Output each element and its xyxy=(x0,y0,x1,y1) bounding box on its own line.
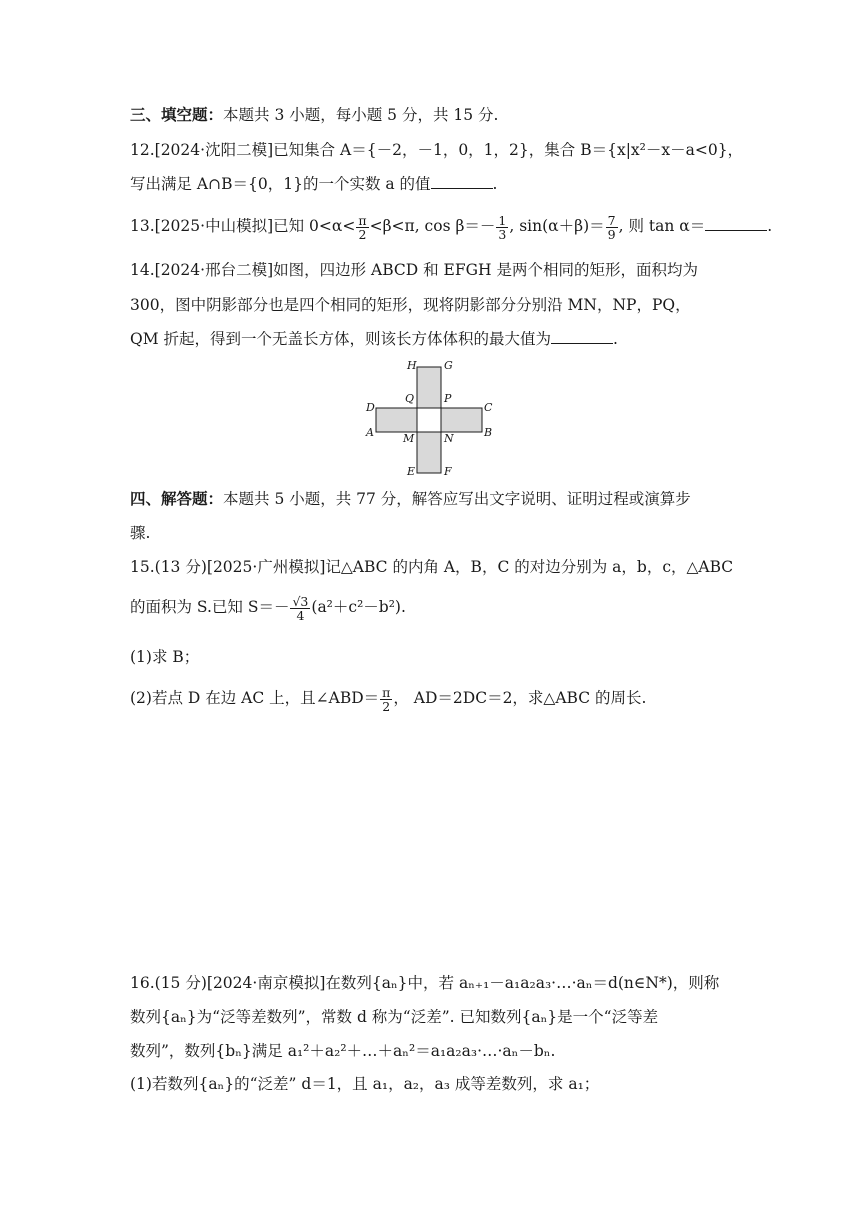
q12-answer-blank xyxy=(431,174,493,189)
section4-title: 四、解答题： xyxy=(130,489,224,508)
q15-frac-num: √3 xyxy=(292,593,309,609)
label-p: P xyxy=(444,392,452,405)
label-d: D xyxy=(366,401,375,414)
label-q: Q xyxy=(405,392,415,405)
q15-frac-sqrt3-4 xyxy=(290,595,310,622)
q15-line2 xyxy=(130,592,406,622)
label-g: G xyxy=(444,359,453,372)
label-f: F xyxy=(444,465,452,478)
q13-frac-num: 1 xyxy=(498,212,507,228)
label-m: M xyxy=(403,432,415,445)
section3-title: 三、填空题： xyxy=(130,105,224,124)
q13-line: 13.[2025·中山模拟]已知 0<α< $\frac{\pi}{2}$ <β<π, cos β＝－ $\frac{1}{3}$ , sin(α＋β)＝ $\frac{7}{9}$ , 则 tan α＝ . xyxy=(130,212,773,242)
q13-frac-den: 9 xyxy=(607,226,616,242)
q13-frac-num: 7 xyxy=(607,212,616,228)
label-a: A xyxy=(366,426,374,439)
q13-answer-blank xyxy=(705,216,767,231)
center-square xyxy=(417,408,441,432)
section3-desc: 本题共 3 小题，每小题 5 分，共 15 分. xyxy=(223,106,499,124)
q15-line2-prefix: 的面积为 S.已知 S＝－ xyxy=(130,598,290,616)
cross-rectangles-figure xyxy=(360,356,500,478)
q15-part1: (1)求 B； xyxy=(130,648,200,666)
q13-frac-num: π xyxy=(358,212,367,228)
q13-frac-7-9 xyxy=(606,214,618,241)
q15-part2-prefix: (2)若点 D 在边 AC 上，且∠ABD＝ xyxy=(130,689,380,707)
q14-line2: 300，图中阴影部分也是四个相同的矩形，现将阴影部分分别沿 MN，NP，PQ， xyxy=(130,296,691,314)
q12-line2-text: 写出满足 A∩B＝{0，1}的一个实数 a 的值 xyxy=(130,175,431,193)
section3-heading xyxy=(130,104,498,126)
q15-part2-suffix: ， AD＝2DC＝2，求△ABC 的周长. xyxy=(393,689,647,707)
q13-frac-1-3 xyxy=(496,214,508,241)
q16-line2: 数列{aₙ}为“泛等差数列”，常数 d 称为“泛差”. 已知数列{aₙ}是一个“泛等差 xyxy=(130,1008,659,1026)
q13-mid1: <β<π, cos β＝－ xyxy=(369,217,496,235)
section4-heading xyxy=(130,488,691,510)
q13-frac-den: 2 xyxy=(358,226,367,242)
label-b: B xyxy=(484,426,493,439)
q13-suffix: , 则 tan α＝ xyxy=(618,217,706,235)
q14-line3: QM 折起，得到一个无盖长方体，则该长方体体积的最大值为 . xyxy=(130,330,618,348)
section4-desc2: 骤. xyxy=(130,524,151,542)
q13-mid2: , sin(α＋β)＝ xyxy=(509,217,605,235)
q13-frac-den: 3 xyxy=(498,226,507,242)
label-n: N xyxy=(444,432,454,445)
section4-desc: 本题共 5 小题，共 77 分，解答应写出文字说明、证明过程或演算步 xyxy=(223,490,691,508)
q13-prefix: 13.[2025·中山模拟]已知 0<α< xyxy=(130,217,356,235)
q16-line3: 数列”，数列{bₙ}满足 a₁²＋a₂²＋…＋aₙ²＝a₁a₂a₃·…·aₙ－bₙ. xyxy=(130,1042,556,1060)
q15-line2-suffix: (a²＋c²－b²). xyxy=(311,598,406,616)
q15-frac-den: 4 xyxy=(296,607,305,623)
q16-line1: 16.(15 分)[2024·南京模拟]在数列{aₙ}中，若 aₙ₊₁－a₁a₂a₃·…·aₙ＝d(n∈N*)，则称 xyxy=(130,974,720,992)
q12-line1: 12.[2024·沈阳二模]已知集合 A＝{－2，－1，0，1，2}，集合 B＝{x|x²－x－a<0}， xyxy=(130,141,744,159)
q14-line3-text: QM 折起，得到一个无盖长方体，则该长方体体积的最大值为 xyxy=(130,330,552,348)
label-h: H xyxy=(407,359,417,372)
q14-answer-blank xyxy=(551,329,613,344)
label-c: C xyxy=(484,401,493,414)
figure-svg xyxy=(360,356,500,478)
q15-line1: 15.(13 分)[2025·广州模拟]记△ABC 的内角 A，B，C 的对边分别为 a，b，c，△ABC xyxy=(130,558,734,576)
q14-line1: 14.[2024·邢台二模]如图，四边形 ABCD 和 EFGH 是两个相同的矩形，面积均为 xyxy=(130,261,698,279)
q15-frac-num: π xyxy=(382,684,391,700)
q13-frac-pi-2 xyxy=(356,214,368,241)
q15-part2 xyxy=(130,684,646,713)
label-e: E xyxy=(407,465,416,478)
q15-frac-pi-2 xyxy=(380,686,392,713)
q16-part1: (1)若数列{aₙ}的“泛差” d＝1，且 a₁，a₂，a₃ 成等差数列，求 a₁； xyxy=(130,1075,600,1093)
q15-frac-den: 2 xyxy=(382,698,391,714)
q12-line2: 写出满足 A∩B＝{0，1}的一个实数 a 的值 . xyxy=(130,175,498,193)
